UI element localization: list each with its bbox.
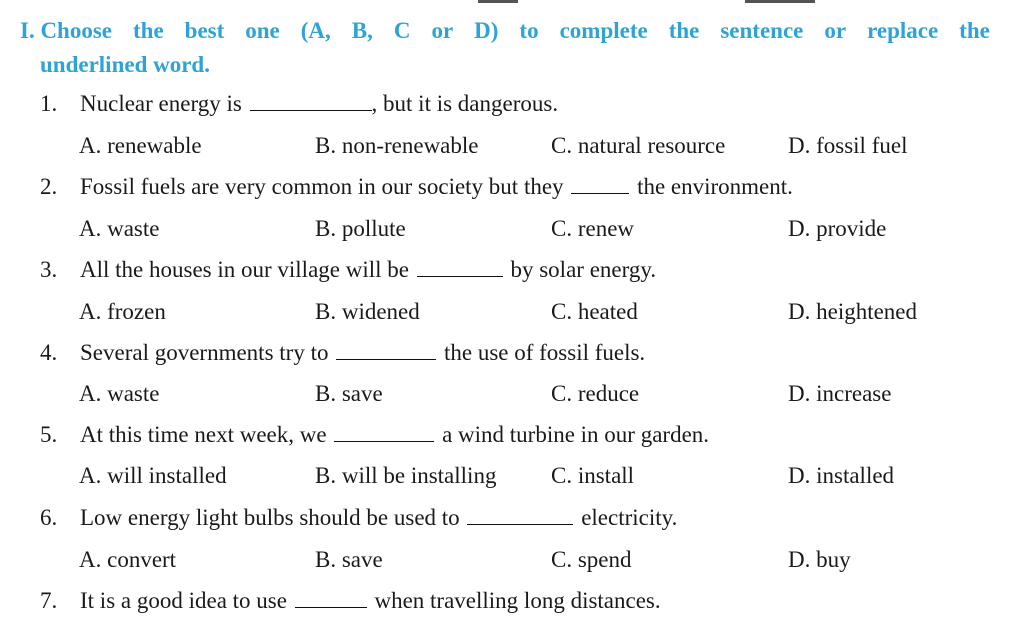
question-text-before: All the houses in our village will be — [80, 257, 409, 282]
question-text-after: the environment. — [637, 174, 793, 199]
question-text-after: , but it is dangerous. — [371, 91, 559, 116]
heading-word: one — [245, 18, 280, 43]
option-d[interactable]: D. heightened — [788, 299, 918, 324]
question-text-after: a wind turbine in our garden. — [442, 422, 710, 447]
answer-blank[interactable] — [295, 587, 367, 608]
question-number: 3. — [40, 257, 58, 282]
question-number: 5. — [40, 422, 58, 447]
question-text-before: Several governments try to — [80, 340, 329, 365]
answer-blank[interactable] — [417, 256, 503, 277]
heading-word: D) — [474, 18, 499, 43]
question-text-after: by solar energy. — [510, 257, 657, 282]
heading-word: replace — [867, 18, 939, 43]
question-5 — [40, 420, 709, 450]
option-c[interactable]: C. spend — [551, 547, 632, 572]
answer-blank[interactable] — [250, 90, 372, 111]
option-d[interactable]: D. installed — [788, 463, 895, 488]
option-c[interactable]: C. install — [551, 463, 635, 488]
heading-word: B, — [351, 18, 373, 43]
option-c[interactable]: C. heated — [551, 299, 638, 324]
heading-line-2: underlined word. — [40, 52, 210, 77]
heading-line-1 — [20, 14, 990, 48]
option-a[interactable]: A. will installed — [79, 463, 227, 488]
heading-word: the — [668, 18, 700, 43]
heading-word: sentence — [720, 18, 804, 43]
top-edge-mark — [745, 0, 815, 3]
question-2 — [40, 172, 793, 202]
option-d[interactable]: D. provide — [788, 216, 887, 241]
option-b[interactable]: B. pollute — [315, 216, 406, 241]
question-number: 6. — [40, 505, 58, 530]
question-text-before: Nuclear energy is — [80, 91, 242, 116]
question-text-after: the use of fossil fuels. — [443, 340, 646, 365]
question-number: 2. — [40, 174, 58, 199]
top-edge-mark — [478, 0, 518, 3]
heading-word: (A, — [300, 18, 331, 43]
question-4 — [40, 338, 645, 368]
option-b[interactable]: B. save — [315, 547, 383, 572]
question-6 — [40, 503, 677, 533]
question-text-before: It is a good idea to use — [80, 588, 287, 613]
option-a[interactable]: A. waste — [79, 216, 160, 241]
heading-word: to — [519, 18, 539, 43]
option-b[interactable]: B. non-renewable — [315, 133, 479, 158]
option-d[interactable]: D. increase — [788, 381, 892, 406]
option-a[interactable]: A. waste — [79, 381, 160, 406]
option-a[interactable]: A. convert — [79, 547, 177, 572]
heading-word: the — [959, 18, 990, 43]
question-text-before: At this time next week, we — [80, 422, 327, 447]
question-number: 1. — [40, 91, 58, 116]
option-c[interactable]: C. reduce — [551, 381, 640, 406]
section-heading — [20, 14, 990, 82]
option-c[interactable]: C. renew — [551, 216, 635, 241]
option-a[interactable]: A. renewable — [79, 133, 202, 158]
option-b[interactable]: B. will be installing — [315, 463, 497, 488]
question-7 — [40, 586, 661, 616]
option-b[interactable]: B. save — [315, 381, 383, 406]
heading-word: I. Choose — [20, 18, 113, 43]
heading-word: the — [133, 18, 164, 43]
option-a[interactable]: A. frozen — [79, 299, 166, 324]
question-text-before: Fossil fuels are very common in our society but they — [80, 174, 564, 199]
answer-blank[interactable] — [571, 173, 629, 194]
option-d[interactable]: D. fossil fuel — [788, 133, 908, 158]
question-3 — [40, 255, 656, 285]
heading-word: best — [184, 18, 225, 43]
heading-word: C — [393, 18, 411, 43]
option-c[interactable]: C. natural resource — [551, 133, 726, 158]
question-1 — [40, 89, 558, 119]
question-text-after: when travelling long distances. — [374, 588, 661, 613]
question-text-after: electricity. — [581, 505, 678, 530]
heading-word: or — [431, 18, 454, 43]
answer-blank[interactable] — [467, 504, 573, 525]
question-number: 4. — [40, 340, 58, 365]
option-d[interactable]: D. buy — [788, 547, 851, 572]
option-b[interactable]: B. widened — [315, 299, 420, 324]
answer-blank[interactable] — [334, 421, 434, 442]
heading-word: complete — [559, 18, 648, 43]
question-text-before: Low energy light bulbs should be used to — [80, 505, 460, 530]
answer-blank[interactable] — [336, 339, 436, 360]
heading-word: or — [824, 18, 847, 43]
question-number: 7. — [40, 588, 58, 613]
